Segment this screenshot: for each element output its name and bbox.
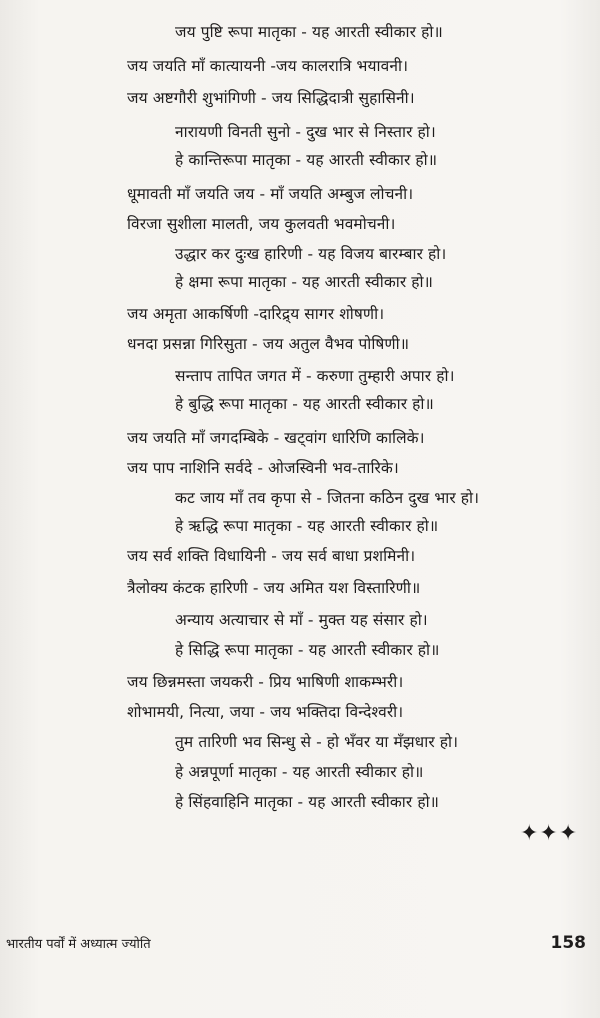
verse-line: हे बुद्धि रूपा मातृका - यह आरती स्वीकार हो॥ (175, 395, 434, 413)
verse-line: जय पुष्टि रूपा मातृका - यह आरती स्वीकार हो॥ (175, 23, 443, 41)
verse-line: सन्ताप तापित जगत में - करुणा तुम्हारी अपार हो। (175, 367, 455, 385)
verse-line: हे सिंहवाहिनि मातृका - यह आरती स्वीकार हो॥ (175, 793, 440, 811)
verse-line: जय छिन्नमस्ता जयकरी - प्रिय भाषिणी शाकम्भरी। (127, 673, 404, 691)
verse-line: त्रैलोक्य कंटक हारिणी - जय अमित यश विस्तारिणी॥ (127, 579, 421, 597)
verse-line: अन्याय अत्याचार से माँ - मुक्त यह संसार हो। (175, 611, 428, 629)
section-end-ornament: ✦✦✦ (520, 821, 579, 846)
verse-line: नारायणी विनती सुनो - दुख भार से निस्तार हो। (175, 123, 436, 141)
verse-line: हे अन्नपूर्णा मातृका - यह आरती स्वीकार हो॥ (175, 763, 424, 781)
verse-line: जय अष्टगौरी शुभांगिणी - जय सिद्धिदात्री सुहासिनी। (127, 89, 415, 107)
page-number: 158 (550, 933, 586, 953)
verse-line: शोभामयी, नित्या, जया - जय भक्तिदा विन्देश्वरी। (127, 703, 404, 721)
verse-line: हे कान्तिरूपा मातृका - यह आरती स्वीकार हो॥ (175, 151, 438, 169)
verse-line: जय जयति माँ कात्यायनी -जय कालरात्रि भयावनी। (127, 57, 409, 75)
verse-line: जय जयति माँ जगदम्बिके - खट्वांग धारिणि कालिके। (127, 429, 425, 447)
verse-line: जय सर्व शक्ति विधायिनी - जय सर्व बाधा प्रशमिनी। (127, 547, 416, 565)
verse-line: जय अमृता आकर्षिणी -दारिद्र्य सागर शोषणी। (127, 305, 385, 323)
verse-line: तुम तारिणी भव सिन्धु से - हो भँवर या मँझधार हो। (175, 733, 459, 751)
verse-line: हे सिद्धि रूपा मातृका - यह आरती स्वीकार हो॥ (175, 641, 440, 659)
verse-line: जय पाप नाशिनि सर्वदे - ओजस्विनी भव-तारिके। (127, 459, 399, 477)
verse-line: धूमावती माँ जयति जय - माँ जयति अम्बुज लोचनी। (127, 185, 414, 203)
verse-line: हे ऋद्धि रूपा मातृका - यह आरती स्वीकार हो॥ (175, 517, 439, 535)
verse-line: उद्धार कर दुःख हारिणी - यह विजय बारम्बार हो। (175, 245, 447, 263)
verse-line: कट जाय माँ तव कृपा से - जितना कठिन दुख भार हो। (175, 489, 480, 507)
verse-line: धनदा प्रसन्ना गिरिसुता - जय अतुल वैभव पोषिणी॥ (127, 335, 410, 353)
verse-line: विरजा सुशीला मालती, जय कुलवती भवमोचनी। (127, 215, 396, 233)
verse-line: हे क्षमा रूपा मातृका - यह आरती स्वीकार हो॥ (175, 273, 434, 291)
running-footer-title: भारतीय पर्वों में अध्यात्म ज्योति (6, 937, 151, 952)
